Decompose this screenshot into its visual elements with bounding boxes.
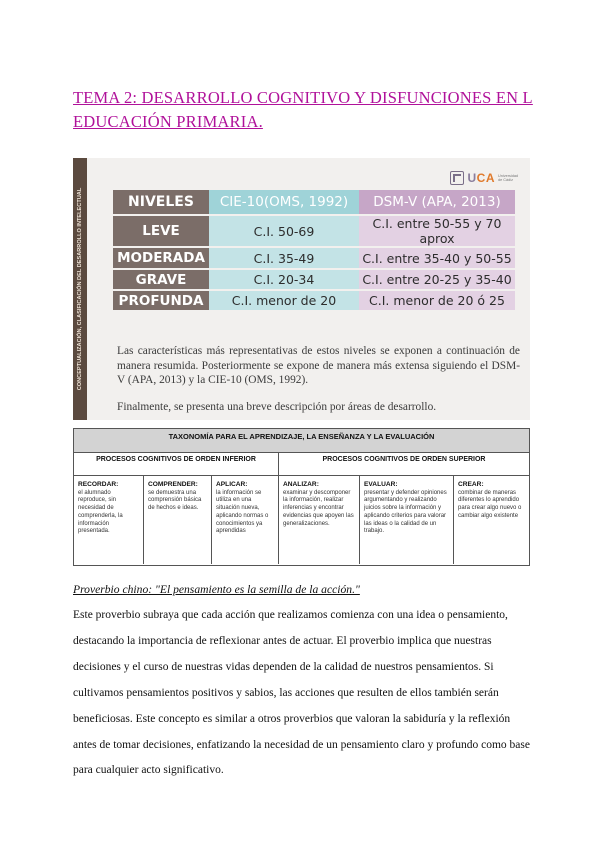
slide-paragraph: Finalmente, se presenta una breve descripción por áreas de desarrollo.: [117, 401, 437, 413]
side-label: CONCEPTUALIZACIÓN, CLASIFICACIÓN DEL DESARROLLO INTELECTUAL: [77, 187, 83, 391]
taxonomy-columns: [74, 476, 529, 564]
column-body: la información se utiliza en una situación nueva, aplicando normas o conocimientos ya aprendidas: [216, 489, 269, 535]
classification-slide-image: [73, 158, 530, 420]
taxonomy-table-image: [73, 428, 530, 566]
logo-text: UCA: [467, 171, 495, 185]
classification-table: [113, 188, 515, 312]
taxonomy-column: [144, 476, 212, 564]
taxonomy-column: [279, 476, 360, 564]
taxonomy-title: TAXONOMÍA PARA EL APRENDIZAJE, LA ENSEÑANZA Y LA EVALUACIÓN: [74, 429, 529, 453]
column-heading: RECORDAR:: [78, 481, 119, 488]
column-heading: EVALUAR:: [364, 481, 398, 488]
cie-cell: C.I. 20-34: [209, 270, 359, 289]
dsm-cell: C.I. entre 50-55 y 70 aprox: [359, 216, 515, 246]
taxonomy-column: [74, 476, 144, 564]
header-dsm: DSM-V (APA, 2013): [359, 190, 515, 214]
cie-cell: C.I. menor de 20: [209, 291, 359, 310]
table-row: [113, 248, 515, 268]
level-cell: LEVE: [113, 216, 209, 246]
taxonomy-column: [454, 476, 529, 564]
column-body: presentar y defender opiniones argumentando y realizando juicios sobre la información y aplicando criterios para valorar las ideas o la calidad de un trabajo.: [364, 489, 447, 535]
column-body: combinar de maneras diferentes lo aprendido para crear algo nuevo o cambiar algo existente: [458, 489, 522, 519]
dsm-cell: C.I. menor de 20 ó 25: [359, 291, 515, 310]
lower-order-header: PROCESOS COGNITIVOS DE ORDEN INFERIOR: [74, 453, 279, 475]
cie-cell: C.I. 50-69: [209, 216, 359, 246]
column-heading: CREAR:: [458, 481, 484, 488]
table-row: [113, 270, 515, 289]
logo-subtitle: Universidad de Cádiz: [498, 173, 519, 182]
level-cell: GRAVE: [113, 270, 209, 289]
dsm-cell: C.I. entre 35-40 y 50-55: [359, 248, 515, 268]
taxonomy-column: [360, 476, 454, 564]
taxonomy-headers: [74, 453, 529, 476]
table-header-row: [113, 190, 515, 214]
level-cell: PROFUNDA: [113, 291, 209, 310]
logo-icon: [450, 171, 464, 185]
column-heading: ANALIZAR:: [283, 481, 319, 488]
cie-cell: C.I. 35-49: [209, 248, 359, 268]
slide-paragraph: Las características más representativas de estos niveles se exponen a continuación de manera resumida. Posteriormente se expone de manera más extensa siguiendo el DSM-V (APA, 2013) y la CIE-10 (OMS, 1992).: [117, 345, 520, 387]
column-body: se demuestra una comprensión básica de hechos e ideas.: [148, 489, 202, 512]
page-title: TEMA 2: DESARROLLO COGNITIVO Y DISFUNCIONES EN L EDUCACIÓN PRIMARIA.: [73, 88, 533, 131]
university-logo: [450, 171, 522, 185]
side-label-strip: [73, 158, 87, 420]
dsm-cell: C.I. entre 20-25 y 35-40: [359, 270, 515, 289]
column-heading: COMPRENDER:: [148, 481, 198, 488]
header-cie: CIE-10(OMS, 1992): [209, 190, 359, 214]
column-body: el alumnado reproduce, sin necesidad de comprenderla, la información presentada.: [78, 489, 123, 535]
level-cell: MODERADA: [113, 248, 209, 268]
table-row: [113, 216, 515, 246]
header-levels: NIVELES: [113, 190, 209, 214]
upper-order-header: PROCESOS COGNITIVOS DE ORDEN SUPERIOR: [322, 456, 486, 463]
column-body: examinar y descomponer la información, realizar inferencias y encontrar evidencias que apoyen las generalizaciones.: [283, 489, 354, 527]
taxonomy-column: [212, 476, 279, 564]
table-row: [113, 291, 515, 310]
column-heading: APLICAR:: [216, 481, 248, 488]
body-paragraph: Este proverbio subraya que cada acción que realizamos comienza con una idea o pensamiento, destacando la importancia de reflexionar antes de actuar. El proverbio implica que nuestras decisiones y el curso de nuestras vidas dependen de la calidad de nuestros pensamientos. Si cultivamos pensamientos positivos y sabios, las acciones que resulten de ellos también serán beneficiosas. Este concepto es similar a otros proverbios que valoran la sabiduría y la reflexión antes de tomar decisiones, enfatizando la necesidad de un pensamiento claro y profundo como base para cualquier acto significativo.: [73, 609, 530, 777]
proverb-heading: Proverbio chino: "El pensamiento es la semilla de la acción.": [73, 583, 360, 596]
